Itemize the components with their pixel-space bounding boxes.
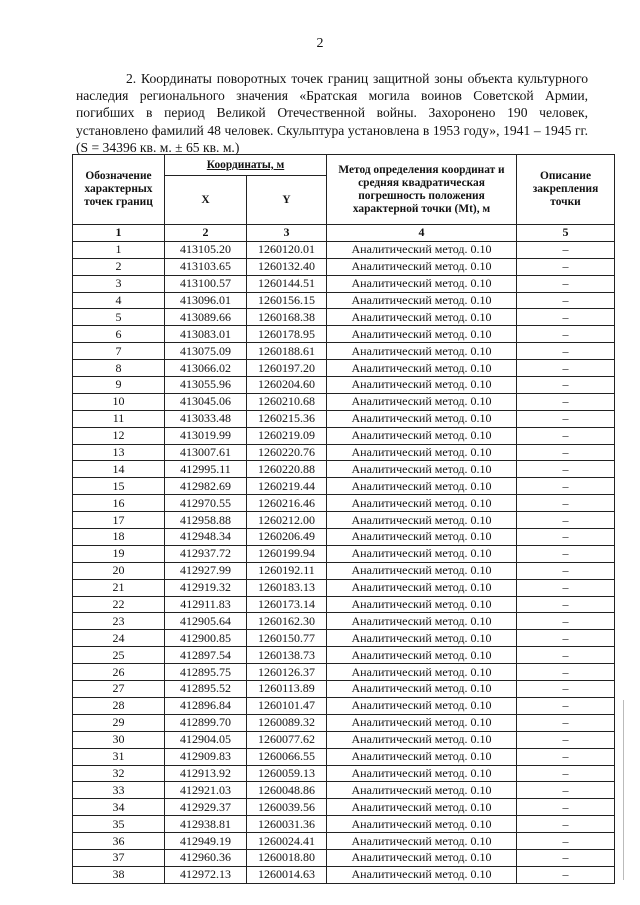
cell-point-number: 37 (73, 849, 165, 866)
cell-x: 412909.83 (165, 748, 247, 765)
cell-y: 1260197.20 (247, 360, 327, 377)
cell-description: – (517, 326, 615, 343)
cell-point-number: 38 (73, 866, 165, 883)
table-row (73, 360, 615, 377)
column-number: 1 (73, 225, 165, 242)
cell-point-number: 20 (73, 562, 165, 579)
cell-point-number: 25 (73, 647, 165, 664)
cell-description: – (517, 833, 615, 850)
table-row (73, 275, 615, 292)
cell-y: 1260220.76 (247, 444, 327, 461)
cell-point-number: 5 (73, 309, 165, 326)
cell-x: 413089.66 (165, 309, 247, 326)
cell-x: 412970.55 (165, 495, 247, 512)
cell-description: – (517, 461, 615, 478)
table-row (73, 478, 615, 495)
coordinates-table (72, 154, 615, 884)
cell-point-number: 18 (73, 529, 165, 546)
cell-description: – (517, 360, 615, 377)
cell-method: Аналитический метод. 0.10 (327, 512, 517, 529)
cell-point-number: 10 (73, 393, 165, 410)
cell-description: – (517, 714, 615, 731)
cell-method: Аналитический метод. 0.10 (327, 562, 517, 579)
cell-description: – (517, 529, 615, 546)
cell-x: 412958.88 (165, 512, 247, 529)
page-number: 2 (316, 36, 324, 51)
cell-point-number: 1 (73, 241, 165, 258)
table-row (73, 714, 615, 731)
cell-point-number: 16 (73, 495, 165, 512)
table-row (73, 461, 615, 478)
cell-description: – (517, 427, 615, 444)
cell-y: 1260048.86 (247, 782, 327, 799)
cell-description: – (517, 630, 615, 647)
cell-x: 412895.52 (165, 681, 247, 698)
cell-x: 413045.06 (165, 393, 247, 410)
cell-y: 1260220.88 (247, 461, 327, 478)
header-coords-label: Координаты, м (206, 158, 285, 171)
cell-point-number: 29 (73, 714, 165, 731)
table-row (73, 343, 615, 360)
cell-point-number: 2 (73, 258, 165, 275)
cell-x: 412949.19 (165, 833, 247, 850)
cell-description: – (517, 748, 615, 765)
cell-y: 1260120.01 (247, 241, 327, 258)
table-row (73, 427, 615, 444)
cell-description: – (517, 309, 615, 326)
cell-method: Аналитический метод. 0.10 (327, 664, 517, 681)
cell-y: 1260089.32 (247, 714, 327, 731)
cell-method: Аналитический метод. 0.10 (327, 292, 517, 309)
cell-x: 412938.81 (165, 816, 247, 833)
column-number: 5 (517, 225, 615, 242)
table-row (73, 410, 615, 427)
cell-description: – (517, 377, 615, 394)
cell-y: 1260024.41 (247, 833, 327, 850)
cell-x: 412911.83 (165, 596, 247, 613)
cell-method: Аналитический метод. 0.10 (327, 545, 517, 562)
cell-point-number: 30 (73, 731, 165, 748)
cell-point-number: 28 (73, 697, 165, 714)
cell-y: 1260210.68 (247, 393, 327, 410)
cell-x: 413033.48 (165, 410, 247, 427)
cell-method: Аналитический метод. 0.10 (327, 529, 517, 546)
cell-method: Аналитический метод. 0.10 (327, 444, 517, 461)
cell-point-number: 27 (73, 681, 165, 698)
cell-y: 1260206.49 (247, 529, 327, 546)
cell-method: Аналитический метод. 0.10 (327, 241, 517, 258)
cell-description: – (517, 647, 615, 664)
cell-description: – (517, 579, 615, 596)
cell-method: Аналитический метод. 0.10 (327, 326, 517, 343)
table-row (73, 765, 615, 782)
cell-x: 412896.84 (165, 697, 247, 714)
cell-point-number: 15 (73, 478, 165, 495)
cell-description: – (517, 765, 615, 782)
intro-paragraph (76, 70, 588, 156)
cell-description: – (517, 664, 615, 681)
cell-y: 1260113.89 (247, 681, 327, 698)
scan-edge-line (623, 700, 624, 880)
cell-point-number: 31 (73, 748, 165, 765)
cell-y: 1260126.37 (247, 664, 327, 681)
cell-x: 412995.11 (165, 461, 247, 478)
cell-method: Аналитический метод. 0.10 (327, 816, 517, 833)
cell-y: 1260144.51 (247, 275, 327, 292)
cell-point-number: 24 (73, 630, 165, 647)
header-description: Описание закрепления точки (517, 155, 615, 225)
cell-method: Аналитический метод. 0.10 (327, 647, 517, 664)
cell-x: 413075.09 (165, 343, 247, 360)
cell-x: 412904.05 (165, 731, 247, 748)
table-row (73, 782, 615, 799)
table-row (73, 681, 615, 698)
cell-description: – (517, 681, 615, 698)
cell-point-number: 33 (73, 782, 165, 799)
cell-point-number: 26 (73, 664, 165, 681)
cell-description: – (517, 292, 615, 309)
table-row (73, 630, 615, 647)
table-row (73, 697, 615, 714)
table-row (73, 241, 615, 258)
cell-method: Аналитический метод. 0.10 (327, 343, 517, 360)
cell-x: 413105.20 (165, 241, 247, 258)
cell-point-number: 11 (73, 410, 165, 427)
cell-y: 1260018.80 (247, 849, 327, 866)
intro-text: 2. Координаты поворотных точек границ защитной зоны объекта культурного наследия регионального значения «Братская могила воинов Советской Армии, погибших в период Великой Отечественной войны. Захоронено 190 человек, установлено фамилий 48 человек. Скульптура установлена в 1953 году», 1941 – 1945 гг. (S = 34396 кв. м. ± 65 кв. м.) (76, 71, 588, 155)
cell-x: 412948.34 (165, 529, 247, 546)
table-row (73, 613, 615, 630)
cell-y: 1260178.95 (247, 326, 327, 343)
cell-description: – (517, 731, 615, 748)
cell-x: 413096.01 (165, 292, 247, 309)
cell-description: – (517, 478, 615, 495)
table-row (73, 326, 615, 343)
cell-method: Аналитический метод. 0.10 (327, 765, 517, 782)
column-number: 2 (165, 225, 247, 242)
cell-y: 1260216.46 (247, 495, 327, 512)
cell-y: 1260138.73 (247, 647, 327, 664)
cell-method: Аналитический метод. 0.10 (327, 393, 517, 410)
cell-point-number: 12 (73, 427, 165, 444)
cell-method: Аналитический метод. 0.10 (327, 731, 517, 748)
cell-point-number: 7 (73, 343, 165, 360)
table-row (73, 309, 615, 326)
cell-method: Аналитический метод. 0.10 (327, 309, 517, 326)
cell-method: Аналитический метод. 0.10 (327, 748, 517, 765)
table-row (73, 748, 615, 765)
cell-y: 1260150.77 (247, 630, 327, 647)
cell-point-number: 8 (73, 360, 165, 377)
header-method: Метод определения координат и средняя квадратическая погрешность положения характерной точки (Mt), м (327, 155, 517, 225)
cell-description: – (517, 444, 615, 461)
cell-description: – (517, 697, 615, 714)
cell-description: – (517, 275, 615, 292)
column-number: 4 (327, 225, 517, 242)
table-row (73, 393, 615, 410)
cell-y: 1260066.55 (247, 748, 327, 765)
cell-point-number: 6 (73, 326, 165, 343)
cell-method: Аналитический метод. 0.10 (327, 410, 517, 427)
cell-x: 412899.70 (165, 714, 247, 731)
cell-y: 1260192.11 (247, 562, 327, 579)
table-row (73, 664, 615, 681)
cell-y: 1260168.38 (247, 309, 327, 326)
cell-y: 1260219.44 (247, 478, 327, 495)
cell-method: Аналитический метод. 0.10 (327, 258, 517, 275)
cell-description: – (517, 849, 615, 866)
cell-description: – (517, 258, 615, 275)
cell-point-number: 13 (73, 444, 165, 461)
cell-description: – (517, 343, 615, 360)
cell-x: 412960.36 (165, 849, 247, 866)
cell-x: 412937.72 (165, 545, 247, 562)
cell-x: 412972.13 (165, 866, 247, 883)
cell-method: Аналитический метод. 0.10 (327, 799, 517, 816)
cell-method: Аналитический метод. 0.10 (327, 461, 517, 478)
cell-method: Аналитический метод. 0.10 (327, 360, 517, 377)
header-point: Обозначение характерных точек границ (73, 155, 165, 225)
cell-description: – (517, 596, 615, 613)
cell-x: 413066.02 (165, 360, 247, 377)
cell-method: Аналитический метод. 0.10 (327, 849, 517, 866)
table-row (73, 377, 615, 394)
header-x: X (165, 176, 247, 225)
cell-y: 1260188.61 (247, 343, 327, 360)
cell-y: 1260059.13 (247, 765, 327, 782)
table-row (73, 258, 615, 275)
table-row (73, 816, 615, 833)
table-body (73, 241, 615, 883)
cell-point-number: 35 (73, 816, 165, 833)
cell-description: – (517, 495, 615, 512)
cell-description: – (517, 545, 615, 562)
cell-y: 1260215.36 (247, 410, 327, 427)
cell-y: 1260173.14 (247, 596, 327, 613)
cell-description: – (517, 393, 615, 410)
cell-method: Аналитический метод. 0.10 (327, 427, 517, 444)
cell-point-number: 32 (73, 765, 165, 782)
cell-x: 413055.96 (165, 377, 247, 394)
cell-y: 1260204.60 (247, 377, 327, 394)
cell-method: Аналитический метод. 0.10 (327, 866, 517, 883)
cell-point-number: 3 (73, 275, 165, 292)
cell-y: 1260132.40 (247, 258, 327, 275)
cell-x: 413100.57 (165, 275, 247, 292)
cell-y: 1260031.36 (247, 816, 327, 833)
cell-method: Аналитический метод. 0.10 (327, 681, 517, 698)
table-row (73, 866, 615, 883)
table-row (73, 647, 615, 664)
cell-y: 1260199.94 (247, 545, 327, 562)
cell-method: Аналитический метод. 0.10 (327, 579, 517, 596)
cell-method: Аналитический метод. 0.10 (327, 630, 517, 647)
cell-x: 412982.69 (165, 478, 247, 495)
cell-description: – (517, 562, 615, 579)
table-row (73, 731, 615, 748)
column-number: 3 (247, 225, 327, 242)
cell-method: Аналитический метод. 0.10 (327, 613, 517, 630)
table-row (73, 799, 615, 816)
table-row (73, 849, 615, 866)
cell-description: – (517, 613, 615, 630)
table-row (73, 444, 615, 461)
cell-x: 412919.32 (165, 579, 247, 596)
cell-x: 412905.64 (165, 613, 247, 630)
cell-x: 413007.61 (165, 444, 247, 461)
cell-x: 412895.75 (165, 664, 247, 681)
cell-description: – (517, 241, 615, 258)
header-coords (165, 155, 327, 176)
table-row (73, 495, 615, 512)
cell-x: 412921.03 (165, 782, 247, 799)
cell-x: 412900.85 (165, 630, 247, 647)
table-row (73, 562, 615, 579)
cell-description: – (517, 799, 615, 816)
cell-point-number: 9 (73, 377, 165, 394)
cell-method: Аналитический метод. 0.10 (327, 714, 517, 731)
cell-y: 1260101.47 (247, 697, 327, 714)
cell-point-number: 19 (73, 545, 165, 562)
cell-method: Аналитический метод. 0.10 (327, 495, 517, 512)
cell-point-number: 21 (73, 579, 165, 596)
cell-x: 413083.01 (165, 326, 247, 343)
cell-y: 1260014.63 (247, 866, 327, 883)
cell-y: 1260219.09 (247, 427, 327, 444)
cell-point-number: 34 (73, 799, 165, 816)
cell-y: 1260183.13 (247, 579, 327, 596)
table-row (73, 512, 615, 529)
cell-method: Аналитический метод. 0.10 (327, 478, 517, 495)
table-row (73, 545, 615, 562)
header-y: Y (247, 176, 327, 225)
table-row (73, 596, 615, 613)
cell-y: 1260212.00 (247, 512, 327, 529)
table-row (73, 292, 615, 309)
table-row (73, 579, 615, 596)
cell-point-number: 17 (73, 512, 165, 529)
cell-description: – (517, 410, 615, 427)
cell-point-number: 36 (73, 833, 165, 850)
cell-method: Аналитический метод. 0.10 (327, 596, 517, 613)
cell-method: Аналитический метод. 0.10 (327, 782, 517, 799)
cell-x: 412929.37 (165, 799, 247, 816)
cell-description: – (517, 866, 615, 883)
cell-x: 413019.99 (165, 427, 247, 444)
cell-point-number: 4 (73, 292, 165, 309)
cell-x: 412913.92 (165, 765, 247, 782)
cell-point-number: 22 (73, 596, 165, 613)
cell-x: 413103.65 (165, 258, 247, 275)
cell-description: – (517, 782, 615, 799)
cell-method: Аналитический метод. 0.10 (327, 833, 517, 850)
cell-point-number: 14 (73, 461, 165, 478)
table-row (73, 529, 615, 546)
cell-y: 1260077.62 (247, 731, 327, 748)
cell-description: – (517, 816, 615, 833)
cell-y: 1260039.56 (247, 799, 327, 816)
cell-description: – (517, 512, 615, 529)
cell-y: 1260162.30 (247, 613, 327, 630)
table-row (73, 833, 615, 850)
cell-y: 1260156.15 (247, 292, 327, 309)
cell-method: Аналитический метод. 0.10 (327, 697, 517, 714)
cell-method: Аналитический метод. 0.10 (327, 377, 517, 394)
cell-point-number: 23 (73, 613, 165, 630)
cell-method: Аналитический метод. 0.10 (327, 275, 517, 292)
cell-x: 412897.54 (165, 647, 247, 664)
cell-x: 412927.99 (165, 562, 247, 579)
